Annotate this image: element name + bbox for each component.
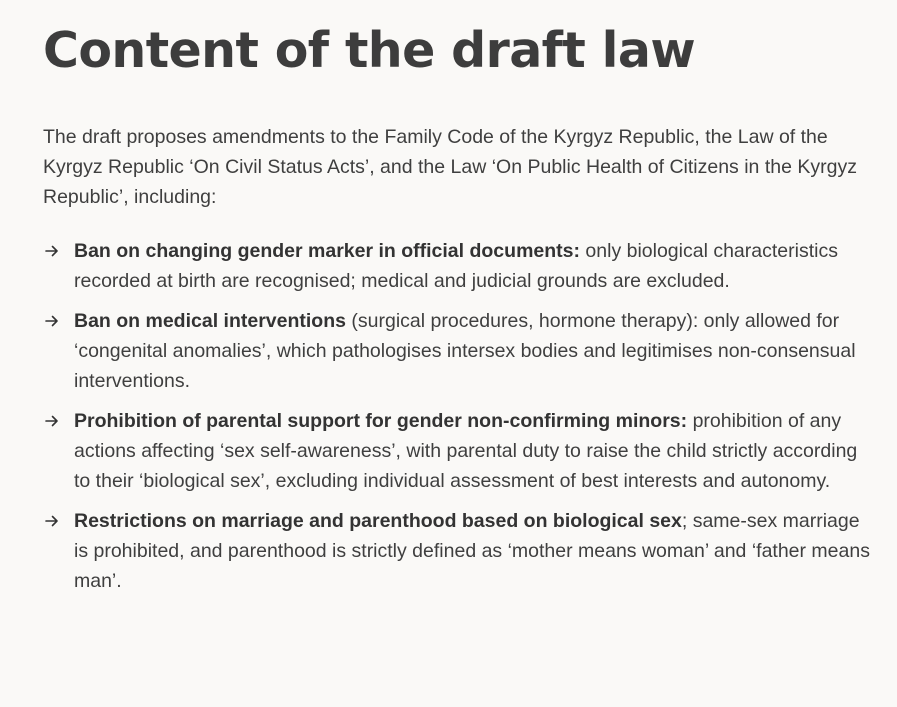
intro-paragraph: The draft proposes amendments to the Family Code of the Kyrgyz Republic, the Law of the Kyrgyz Republic ‘On Civil Status Acts’, and the Law ‘On Public Health of Citizens in the Kyrgyz Republic’, including: — [43, 126, 857, 208]
list-item — [43, 306, 873, 396]
list-item — [43, 406, 873, 496]
item-heading: Ban on medical interventions — [74, 310, 346, 332]
item-text: ; same-sex marriage is prohibited, and parenthood is strictly defined as ‘mother means woman’ and ‘father means man’. — [74, 510, 870, 592]
item-text: (surgical procedures, hormone therapy): only allowed for ‘congenital anomalies’, which pathologises intersex bodies and legitimises non-consensual interventions. — [74, 310, 856, 392]
list-item — [43, 236, 873, 296]
arrow-right-icon — [45, 506, 63, 536]
item-heading: Ban on changing gender marker in official documents: — [74, 240, 580, 262]
list-item — [43, 506, 873, 596]
item-text: prohibition of any actions affecting ‘sex self-awareness’, with parental duty to raise the child strictly according to their ‘biological sex’, excluding individual assessment of best interests and autonomy. — [74, 410, 858, 492]
page-title: Content of the draft law — [43, 22, 696, 79]
arrow-right-icon — [45, 236, 63, 266]
item-heading: Prohibition of parental support for gender non-confirming minors: — [74, 410, 688, 432]
item-text: only biological characteristics recorded at birth are recognised; medical and judicial grounds are excluded. — [74, 240, 838, 292]
provisions-list — [43, 236, 873, 596]
arrow-right-icon — [45, 406, 63, 436]
content-section — [43, 18, 873, 606]
arrow-right-icon — [45, 306, 63, 336]
item-heading: Restrictions on marriage and parenthood based on biological sex — [74, 510, 682, 532]
